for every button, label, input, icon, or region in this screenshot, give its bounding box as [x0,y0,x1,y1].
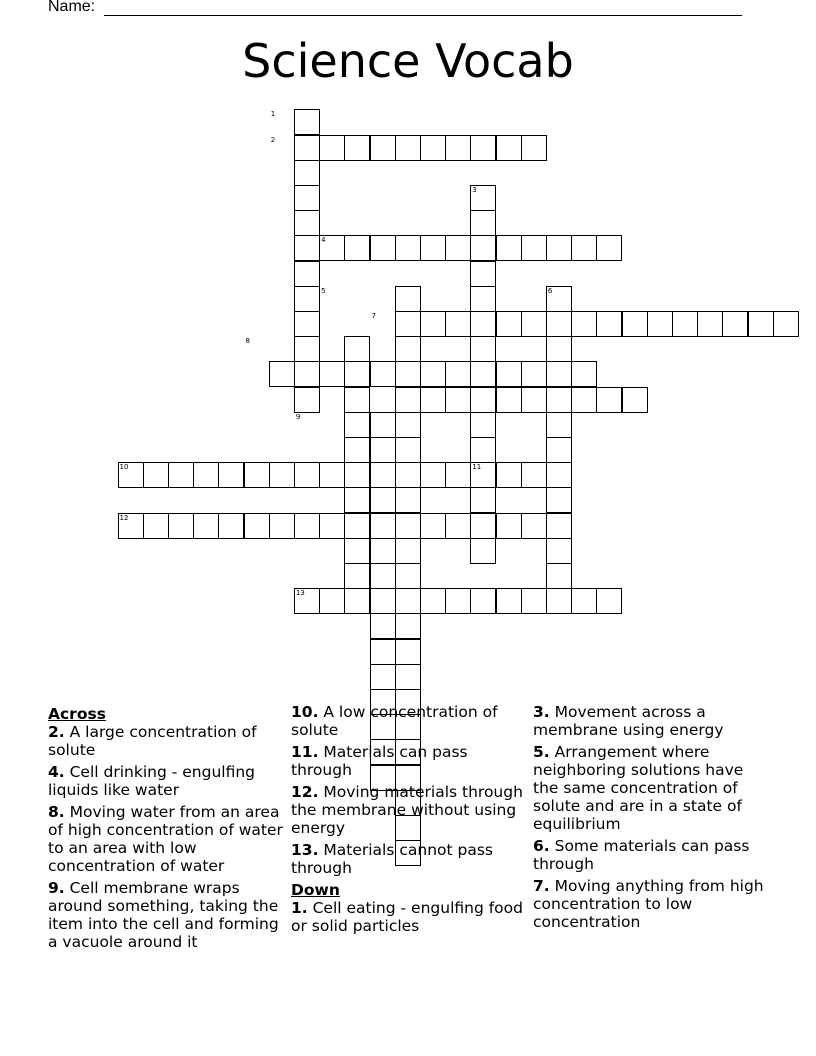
clue-column-3 [533,703,769,935]
grid-cell[interactable] [722,311,748,337]
grid-cell[interactable] [420,462,446,488]
grid-cell[interactable] [395,336,421,362]
grid-cell[interactable] [395,361,421,387]
clue-item [291,743,527,779]
clue-number-label: 11 [472,463,482,472]
grid-cell[interactable] [395,135,421,161]
grid-cell[interactable] [445,462,471,488]
grid-cell[interactable] [294,261,320,287]
grid-cell[interactable] [370,437,396,463]
grid-cell[interactable] [294,235,320,261]
grid-cell[interactable] [470,235,496,261]
clue-number: 7. [533,877,550,895]
grid-cell[interactable] [269,513,295,539]
grid-cell[interactable] [395,286,421,312]
grid-cell[interactable] [697,311,723,337]
clue-item [533,837,769,873]
grid-cell[interactable] [344,412,370,438]
grid-cell[interactable] [496,513,522,539]
clue-text: Arrangement where neighboring solutions have the same concentration of solute and are in a state of equilibrium [533,743,744,833]
grid-cell[interactable] [244,513,270,539]
grid-cell[interactable] [470,588,496,614]
grid-cell[interactable] [395,412,421,438]
grid-cell[interactable] [294,311,320,337]
clue-item [48,803,284,875]
grid-cell[interactable] [420,513,446,539]
grid-cell[interactable] [395,462,421,488]
clue-item [291,783,527,837]
grid-cell[interactable] [420,311,446,337]
across-heading: Across [48,705,106,723]
clue-text: Materials cannot pass through [291,841,494,877]
grid-cell[interactable] [193,513,219,539]
clue-item [291,841,527,877]
grid-cell[interactable] [193,462,219,488]
clue-number-label: 9 [295,412,301,421]
grid-cell[interactable] [445,588,471,614]
grid-cell[interactable] [596,311,622,337]
clue-number: 13. [291,841,319,859]
grid-cell[interactable] [571,235,597,261]
clue-text: Movement across a membrane using energy [533,703,724,739]
grid-cell[interactable] [294,513,320,539]
grid-cell[interactable] [370,462,396,488]
grid-cell[interactable] [470,336,496,362]
grid-cell[interactable] [370,664,396,690]
grid-cell[interactable] [395,563,421,589]
clue-number: 1. [291,899,308,917]
grid-cell[interactable] [244,462,270,488]
grid-cell[interactable] [521,235,547,261]
grid-cell[interactable] [546,462,572,488]
grid-cell[interactable] [521,311,547,337]
grid-cell[interactable] [546,513,572,539]
grid-cell[interactable] [496,387,522,413]
clue-text: Moving materials through the membrane without using energy [291,783,523,837]
grid-cell[interactable] [370,538,396,564]
grid-cell[interactable] [470,311,496,337]
clue-number: 3. [533,703,550,721]
clue-item [533,743,769,833]
clue-item [48,763,284,799]
grid-cell[interactable] [143,513,169,539]
grid-cell[interactable] [344,563,370,589]
grid-cell[interactable] [168,513,194,539]
grid-cell[interactable] [370,563,396,589]
grid-cell[interactable] [420,235,446,261]
grid-cell[interactable] [470,261,496,287]
grid-cell[interactable] [546,336,572,362]
grid-cell[interactable] [470,487,496,513]
grid-cell[interactable] [370,412,396,438]
grid-cell[interactable] [470,286,496,312]
grid-cell[interactable] [496,235,522,261]
grid-cell[interactable] [420,387,446,413]
grid-cell[interactable] [521,513,547,539]
clue-item [48,879,284,951]
grid-cell[interactable] [546,361,572,387]
grid-cell[interactable] [622,311,648,337]
clue-number-label: 7 [371,311,376,320]
grid-cell[interactable] [319,588,345,614]
grid-cell[interactable] [521,135,547,161]
clue-text: Moving water from an area of high concentration of water to an area with low concentration of water [48,803,283,875]
grid-cell[interactable] [596,588,622,614]
grid-cell[interactable] [445,135,471,161]
grid-cell[interactable] [546,588,572,614]
grid-cell[interactable] [395,664,421,690]
clue-item [533,877,769,931]
clue-number-label: 1 [270,110,276,119]
grid-cell[interactable] [294,185,320,211]
grid-cell[interactable] [470,361,496,387]
clue-number: 12. [291,783,319,801]
grid-cell[interactable] [445,235,471,261]
grid-cell[interactable] [571,588,597,614]
clue-text: Cell drinking - engulfing liquids like water [48,763,256,799]
grid-cell[interactable] [420,135,446,161]
grid-cell[interactable] [395,639,421,665]
grid-cell[interactable] [546,563,572,589]
grid-cell[interactable] [546,412,572,438]
clue-number-label: 8 [245,337,250,346]
grid-cell[interactable] [571,387,597,413]
grid-cell[interactable] [445,311,471,337]
clue-text: A low concentration of solute [291,703,498,739]
grid-cell[interactable] [269,462,295,488]
grid-cell[interactable] [470,210,496,236]
grid-cell[interactable] [370,639,396,665]
across-clues-list-1 [48,723,284,951]
grid-cell[interactable] [294,361,320,387]
grid-cell[interactable] [370,513,396,539]
grid-cell[interactable] [395,387,421,413]
clue-text: Moving anything from high concentration to low concentration [533,877,764,931]
down-heading: Down [291,881,340,899]
grid-cell[interactable] [344,361,370,387]
clue-item [291,703,527,739]
grid-cell[interactable] [218,462,244,488]
grid-cell[interactable] [420,361,446,387]
grid-cell[interactable] [395,437,421,463]
grid-cell[interactable] [546,538,572,564]
clue-number: 4. [48,763,65,781]
grid-cell[interactable] [395,311,421,337]
grid-cell[interactable] [546,311,572,337]
grid-cell[interactable] [496,135,522,161]
grid-cell[interactable] [596,387,622,413]
grid-cell[interactable] [370,588,396,614]
grid-cell[interactable] [370,487,396,513]
grid-cell[interactable] [571,311,597,337]
clue-number-label: 3 [472,185,477,194]
grid-cell[interactable] [445,361,471,387]
grid-cell[interactable] [470,387,496,413]
grid-cell[interactable] [470,135,496,161]
grid-cell[interactable] [319,513,345,539]
grid-cell[interactable] [395,613,421,639]
grid-cell[interactable] [294,210,320,236]
clue-number-label: 4 [321,236,326,245]
grid-cell[interactable] [269,361,295,387]
grid-cell[interactable] [370,613,396,639]
clue-number: 5. [533,743,550,761]
clue-item [533,703,769,739]
clue-number-label: 2 [270,135,276,144]
grid-cell[interactable] [319,135,345,161]
clue-number: 11. [291,743,319,761]
clue-text: Cell membrane wraps around something, taking the item into the cell and forming a vacuole around it [48,879,279,951]
grid-cell[interactable] [470,538,496,564]
grid-cell[interactable] [294,286,320,312]
clue-number-label: 10 [119,463,129,472]
grid-cell[interactable] [470,437,496,463]
grid-cell[interactable] [370,235,396,261]
grid-cell[interactable] [395,235,421,261]
page-title: Science Vocab [242,34,574,88]
grid-cell[interactable] [370,135,396,161]
grid-cell[interactable] [344,487,370,513]
grid-cell[interactable] [546,487,572,513]
clue-item [291,899,527,935]
clue-number: 2. [48,723,65,741]
clue-text: Cell eating - engulfing food or solid particles [291,899,523,935]
grid-cell[interactable] [344,462,370,488]
clue-number: 10. [291,703,319,721]
grid-cell[interactable] [168,462,194,488]
grid-cell[interactable] [521,361,547,387]
grid-cell[interactable] [294,109,320,135]
clue-text: Materials can pass through [291,743,468,779]
grid-cell[interactable] [395,538,421,564]
grid-cell[interactable] [596,235,622,261]
grid-cell[interactable] [370,361,396,387]
grid-cell[interactable] [470,513,496,539]
clue-number-label: 5 [321,286,326,295]
clue-item [48,723,284,759]
grid-cell[interactable] [546,235,572,261]
clue-number: 8. [48,803,65,821]
grid-cell[interactable] [218,513,244,539]
clue-text: Some materials can pass through [533,837,750,873]
grid-cell[interactable] [521,588,547,614]
grid-cell[interactable] [294,160,320,186]
grid-cell[interactable] [294,135,320,161]
grid-cell[interactable] [571,361,597,387]
grid-cell[interactable] [647,311,673,337]
grid-cell[interactable] [521,462,547,488]
grid-cell[interactable] [344,336,370,362]
grid-cell[interactable] [496,588,522,614]
clue-column-1 [48,703,284,955]
grid-cell[interactable] [445,387,471,413]
grid-cell[interactable] [395,513,421,539]
grid-cell[interactable] [546,437,572,463]
down-clues-list-2 [533,703,769,931]
grid-cell[interactable] [420,588,446,614]
clue-number-label: 6 [547,286,553,295]
clue-column-2 [291,703,527,939]
grid-cell[interactable] [294,462,320,488]
grid-cell[interactable] [143,462,169,488]
clue-text: A large concentration of solute [48,723,257,759]
down-clues-list-1 [291,899,527,935]
grid-cell[interactable] [294,336,320,362]
grid-cell[interactable] [344,235,370,261]
grid-cell[interactable] [395,487,421,513]
grid-cell[interactable] [470,412,496,438]
grid-cell[interactable] [319,361,345,387]
across-clues-list-2 [291,703,527,877]
grid-cell[interactable] [344,135,370,161]
grid-cell[interactable] [319,462,345,488]
grid-cell[interactable] [546,387,572,413]
grid-cell[interactable] [773,311,799,337]
grid-cell[interactable] [294,387,320,413]
clue-number: 9. [48,879,65,897]
grid-cell[interactable] [344,437,370,463]
clue-number-label: 12 [119,513,129,522]
grid-cell[interactable] [344,538,370,564]
grid-cell[interactable] [445,513,471,539]
grid-cell[interactable] [344,387,370,413]
grid-cell[interactable] [496,462,522,488]
clue-number: 6. [533,837,550,855]
grid-cell[interactable] [344,588,370,614]
grid-cell[interactable] [395,588,421,614]
grid-cell[interactable] [672,311,698,337]
name-label: Name: [48,0,96,15]
clue-number-label: 13 [295,589,305,598]
grid-cell[interactable] [344,513,370,539]
grid-cell[interactable] [496,311,522,337]
grid-cell[interactable] [622,387,648,413]
grid-cell[interactable] [521,387,547,413]
grid-cell[interactable] [748,311,774,337]
grid-cell[interactable] [496,361,522,387]
